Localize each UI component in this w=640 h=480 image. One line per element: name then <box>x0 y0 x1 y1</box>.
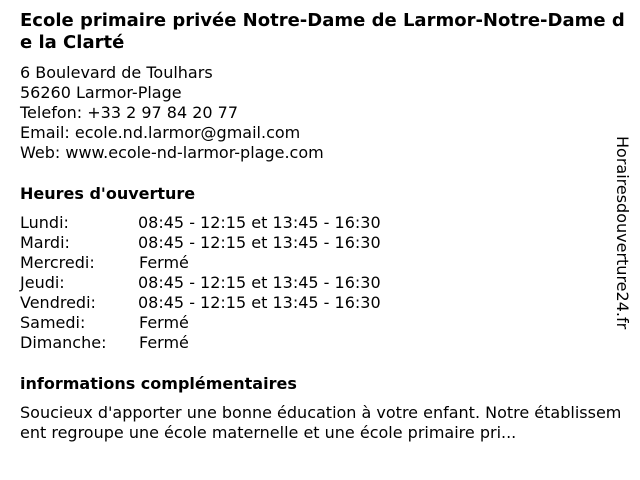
hours-heading: Heures d'ouverture <box>20 184 196 203</box>
address-city: 56260 Larmor-Plage <box>20 83 182 102</box>
time-value: 08:45 - 12:15 et 13:45 - 16:30 <box>138 213 381 232</box>
day-label: Vendredi: <box>20 293 96 312</box>
description-text: Soucieux d'apporter une bonne éducation à votre enfant. Notre établissement regroupe une école maternelle et une école primaire pri... <box>20 403 622 442</box>
info-heading: informations complémentaires <box>20 374 297 393</box>
day-label: Mercredi: <box>20 253 95 272</box>
email-address: Email: ecole.nd.larmor@gmail.com <box>20 123 301 142</box>
site-watermark: Horairesdouverture24.fr <box>613 136 632 330</box>
day-label: Mardi: <box>20 233 70 252</box>
time-value: 08:45 - 12:15 et 13:45 - 16:30 <box>138 273 381 292</box>
website: Web: www.ecole-nd-larmor-plage.com <box>20 143 324 162</box>
time-value: Fermé <box>139 333 189 352</box>
day-label: Lundi: <box>20 213 69 232</box>
time-value: 08:45 - 12:15 et 13:45 - 16:30 <box>138 233 381 252</box>
phone-number: Telefon: +33 2 97 84 20 77 <box>20 103 239 122</box>
contact-block <box>20 63 324 163</box>
time-value: 08:45 - 12:15 et 13:45 - 16:30 <box>138 293 381 312</box>
address-street: 6 Boulevard de Toulhars <box>20 63 213 82</box>
time-value: Fermé <box>139 253 189 272</box>
day-label: Dimanche: <box>20 333 107 352</box>
page-title: Ecole primaire privée Notre-Dame de Larmor-Notre-Dame de la Clarté <box>20 10 625 53</box>
day-label: Jeudi: <box>20 273 65 292</box>
day-label: Samedi: <box>20 313 86 332</box>
time-value: Fermé <box>139 313 189 332</box>
